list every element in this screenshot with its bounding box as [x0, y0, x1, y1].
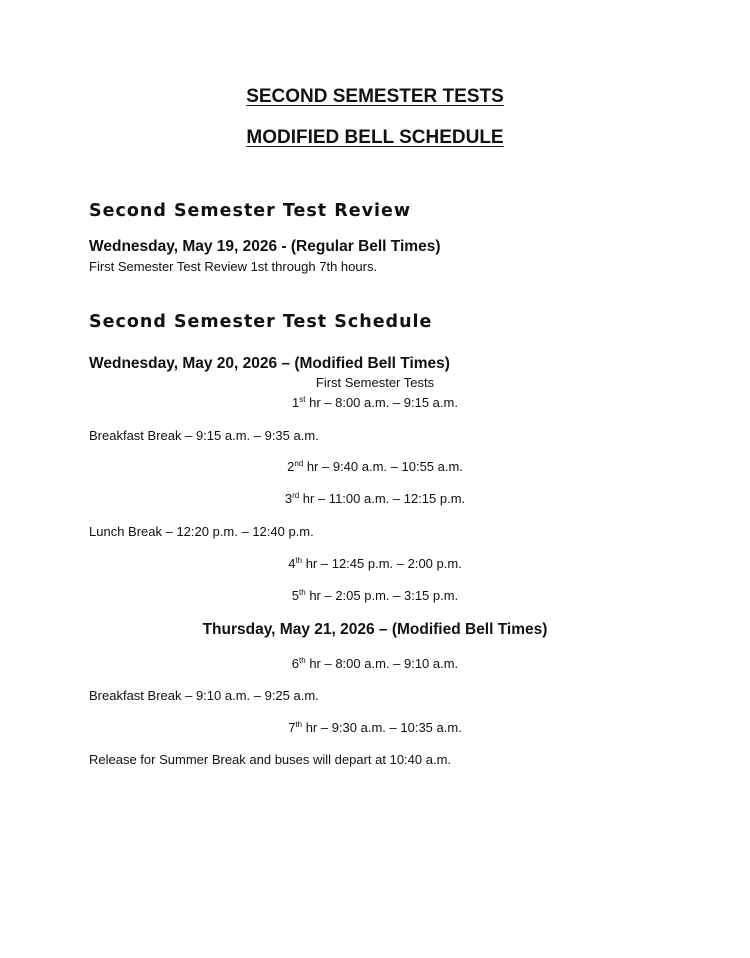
- hour-6-line: [0, 657, 750, 670]
- hour-number: 1: [292, 395, 300, 410]
- review-description: First Semester Test Review 1st through 7th hours.: [89, 259, 378, 274]
- hour-4-line: [0, 557, 750, 570]
- hour-times: hr – 9:30 a.m. – 10:35 a.m.: [302, 720, 462, 735]
- ordinal-suffix: th: [295, 556, 303, 565]
- day1-lunch-break: Lunch Break – 12:20 p.m. – 12:40 p.m.: [89, 524, 314, 539]
- ordinal-suffix: th: [295, 720, 303, 729]
- day1-subtitle: First Semester Tests: [315, 375, 435, 390]
- ordinal-suffix: th: [299, 656, 306, 665]
- release-note: Release for Summer Break and buses will depart at 10:40 a.m.: [89, 752, 452, 767]
- hour-5-line: [0, 589, 750, 602]
- day1-breakfast-break: Breakfast Break – 9:15 a.m. – 9:35 a.m.: [89, 428, 319, 443]
- review-date-line: Wednesday, May 19, 2026 - (Regular Bell Times): [89, 238, 441, 255]
- ordinal-suffix: rd: [292, 491, 300, 500]
- review-heading: Second Semester Test Review: [89, 201, 412, 221]
- hour-number: 7: [288, 720, 296, 735]
- day1-date-line: Wednesday, May 20, 2026 – (Modified Bell Times): [89, 355, 450, 372]
- hour-number: 4: [288, 556, 296, 571]
- ordinal-suffix: st: [299, 395, 306, 404]
- hour-number: 6: [291, 656, 300, 671]
- hour-times: hr – 2:05 p.m. – 3:15 p.m.: [305, 588, 459, 603]
- ordinal-suffix: th: [299, 588, 306, 597]
- hour-2-line: [0, 460, 750, 473]
- hour-number: 5: [291, 588, 300, 603]
- schedule-heading: Second Semester Test Schedule: [89, 312, 433, 332]
- hour-7-line: [0, 721, 750, 734]
- title-line-2: MODIFIED BELL SCHEDULE: [246, 127, 504, 148]
- hour-times: hr – 9:40 a.m. – 10:55 a.m.: [303, 459, 463, 474]
- ordinal-suffix: nd: [294, 459, 304, 468]
- hour-times: hr – 12:45 p.m. – 2:00 p.m.: [302, 556, 462, 571]
- hour-times: hr – 11:00 a.m. – 12:15 p.m.: [299, 491, 466, 506]
- hour-times: hr – 8:00 a.m. – 9:10 a.m.: [305, 656, 459, 671]
- title-line-1: SECOND SEMESTER TESTS: [246, 86, 504, 107]
- hour-1-line: [0, 396, 750, 409]
- hour-number: 3: [284, 491, 293, 506]
- day2-date-line: Thursday, May 21, 2026 – (Modified Bell Times): [202, 621, 548, 638]
- hour-times: hr – 8:00 a.m. – 9:15 a.m.: [305, 395, 458, 410]
- hour-number: 2: [287, 459, 295, 474]
- day2-breakfast-break: Breakfast Break – 9:10 a.m. – 9:25 a.m.: [89, 688, 319, 703]
- hour-3-line: [0, 492, 750, 505]
